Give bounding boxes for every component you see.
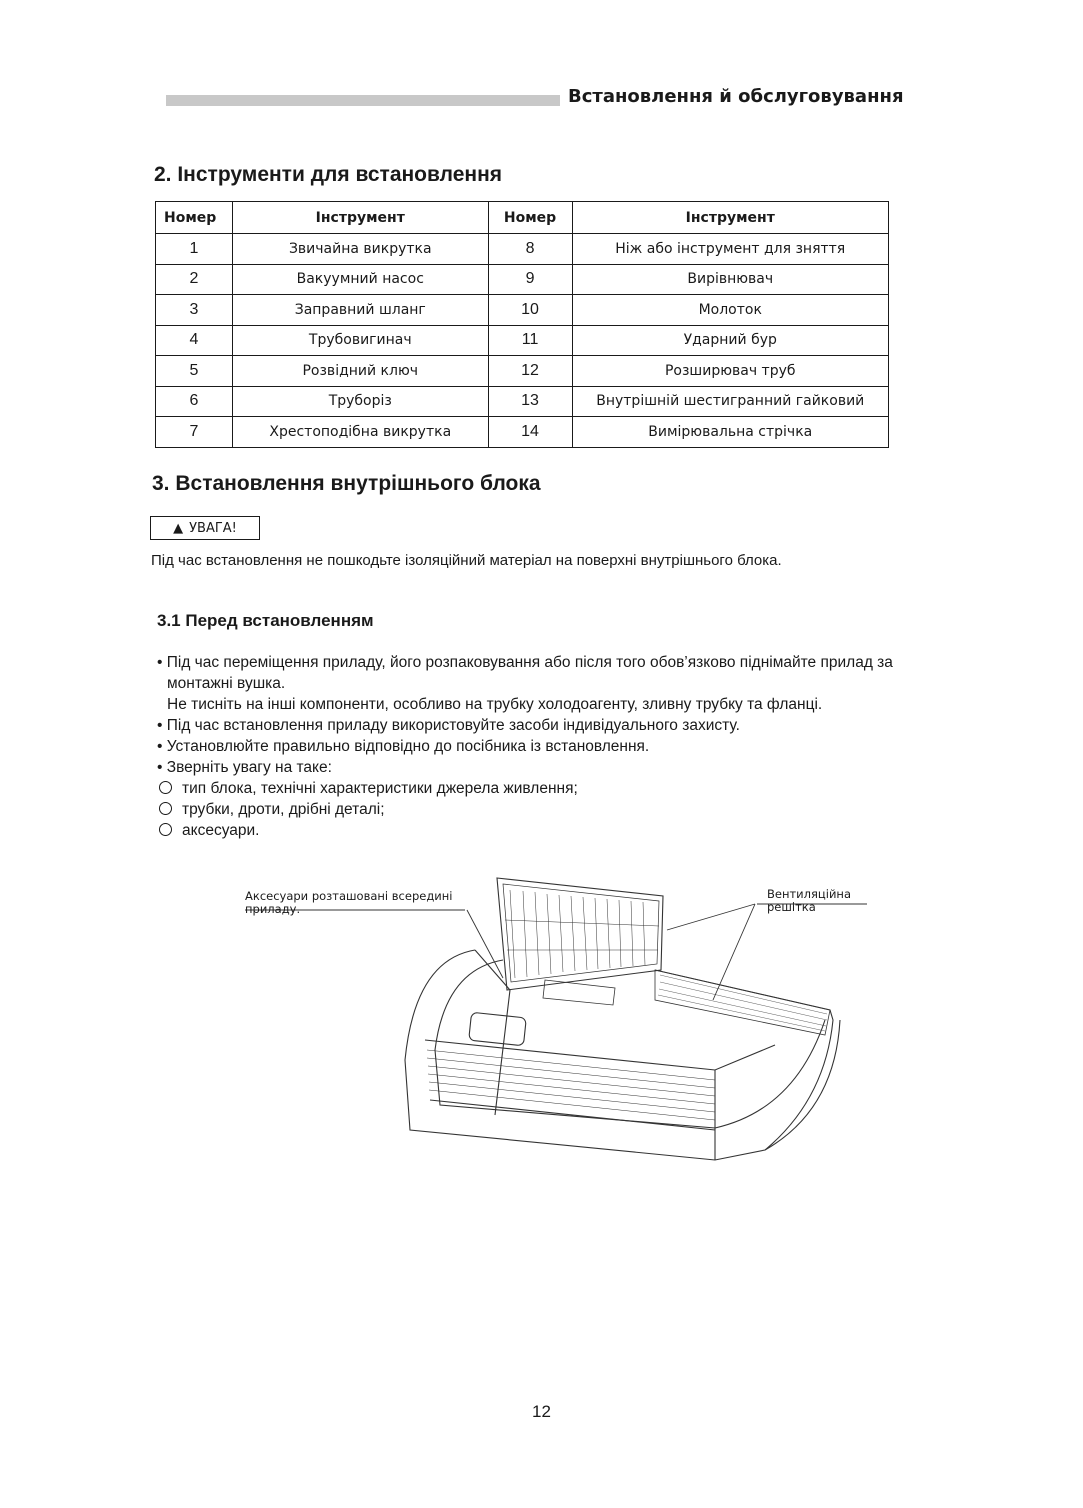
- list-item: • Установлюйте правильно відповідно до посібника із встановлення.: [157, 738, 650, 755]
- circle-bullet-icon: [159, 781, 172, 794]
- table-cell: Трубовигинач: [232, 325, 488, 356]
- subsection-title: 3.1 Перед встановленням: [157, 611, 374, 630]
- table-cell: Розвідний ключ: [232, 356, 488, 387]
- table-cell: 7: [156, 417, 233, 448]
- table-header-row: [156, 202, 889, 234]
- table-cell: 11: [488, 325, 572, 356]
- table-row: [156, 356, 889, 387]
- tools-table: [155, 201, 889, 448]
- header-title: Встановлення й обслуговування: [568, 86, 904, 107]
- figure-label-grille: Вентиляційна решітка: [767, 887, 851, 914]
- table-row: [156, 234, 889, 265]
- warning-box: [150, 516, 260, 540]
- column-header: Інструмент: [572, 202, 889, 234]
- table-cell: 12: [488, 356, 572, 387]
- table-cell: Ударний бур: [572, 325, 889, 356]
- warning-icon: ▲: [173, 520, 184, 536]
- figure-label-accessories: Аксесуари розташовані всередині приладу.: [245, 889, 453, 916]
- table-cell: 3: [156, 295, 233, 326]
- table-cell: 9: [488, 264, 572, 295]
- table-cell: Внутрішній шестигранний гайковий: [572, 386, 889, 417]
- table-cell: 2: [156, 264, 233, 295]
- circle-bullet-icon: [159, 823, 172, 836]
- table-cell: 13: [488, 386, 572, 417]
- table-row: [156, 264, 889, 295]
- table-cell: Заправний шланг: [232, 295, 488, 326]
- table-cell: 5: [156, 356, 233, 387]
- table-cell: Труборіз: [232, 386, 488, 417]
- table-cell: 6: [156, 386, 233, 417]
- table-cell: 4: [156, 325, 233, 356]
- list-item: • Під час встановлення приладу використовуйте засоби індивідуального захисту.: [157, 717, 740, 734]
- list-item-text: тип блока, технічні характеристики джерела живлення;: [182, 780, 578, 797]
- header-bar: [166, 95, 560, 106]
- table-cell: Хрестоподібна викрутка: [232, 417, 488, 448]
- table-cell: Вакуумний насос: [232, 264, 488, 295]
- table-row: [156, 417, 889, 448]
- circle-bullet-icon: [159, 802, 172, 815]
- table-row: [156, 386, 889, 417]
- section-3-title: 3. Встановлення внутрішнього блока: [152, 472, 541, 495]
- column-header: Інструмент: [232, 202, 488, 234]
- list-item-text: аксесуари.: [182, 822, 260, 839]
- list-item: [157, 820, 957, 841]
- list-item: • Під час переміщення приладу, його розпаковування або після того обов’язково піднімайте прилад за: [157, 654, 893, 671]
- page-number: 12: [532, 1402, 551, 1421]
- section-2-title: 2. Інструменти для встановлення: [154, 163, 503, 186]
- list-item: Не тисніть на інші компоненти, особливо на трубку холодоагенту, зливну трубку та фланці.: [167, 696, 823, 713]
- instruction-list: [157, 652, 957, 841]
- table-row: [156, 325, 889, 356]
- list-item: монтажні вушка.: [167, 675, 286, 692]
- table-cell: Розширювач труб: [572, 356, 889, 387]
- table-row: [156, 295, 889, 326]
- list-item: [157, 778, 957, 799]
- warning-text: Під час встановлення не пошкодьте ізоляційний матеріал на поверхні внутрішнього блока.: [151, 552, 782, 569]
- list-item: [157, 799, 957, 820]
- table-cell: 1: [156, 234, 233, 265]
- table-cell: Молоток: [572, 295, 889, 326]
- list-item-text: трубки, дроти, дрібні деталі;: [182, 801, 385, 818]
- table-cell: Ніж або інструмент для зняття: [572, 234, 889, 265]
- warning-label: УВАГА!: [189, 520, 237, 536]
- table-cell: 10: [488, 295, 572, 326]
- table-cell: 14: [488, 417, 572, 448]
- table-cell: Вимірювальна стрічка: [572, 417, 889, 448]
- table-cell: Вирівнювач: [572, 264, 889, 295]
- table-cell: 8: [488, 234, 572, 265]
- list-item: • Зверніть увагу на таке:: [157, 759, 332, 776]
- column-header: Номер: [488, 202, 572, 234]
- table-cell: Звичайна викрутка: [232, 234, 488, 265]
- column-header: Номер: [156, 202, 233, 234]
